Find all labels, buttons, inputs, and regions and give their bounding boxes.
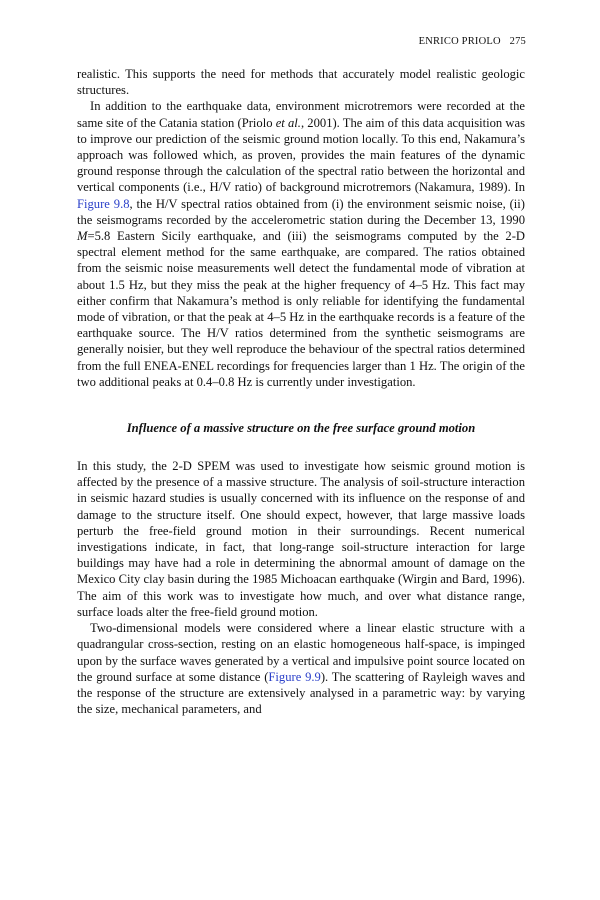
paragraph-2-text-a: In addition to the earthquake data, environment microtremors were recorded at the same site of the Catania station (Priolo — [77, 99, 525, 130]
paragraph-2 — [77, 98, 525, 390]
page-body — [77, 66, 525, 717]
paragraph-3: In this study, the 2-D SPEM was used to investigate how seismic ground motion is affected by the presence of a massive structure. The analysis of soil-structure interaction in seismic hazard studies is usually concerned with its influence on the response of and damage to the structure itself. One should expect, however, that large massive loads perturb the free-field ground motion in their surroundings. Recent numerical investigations indicate, in fact, that long-range soil-structure interaction for large buildings may have had a role in determining the abnormal amount of damage on the Mexico City clay basin during the 1985 Michoacan earthquake (Wirgin and Bard, 1996). The aim of this work was to investigate how much, and over what distance range, surface loads alter the free-field ground motion. — [77, 459, 525, 619]
running-header — [419, 36, 526, 47]
paragraph-2-text-c: , the H/V spectral ratios obtained from (i) the environment seismic noise, (ii) the seismograms recorded by the accelerometric station during the December 13, 1990 — [77, 196, 525, 227]
running-head-title: ENRICO PRIOLO — [418, 36, 501, 47]
section-title: Influence of a massive structure on the free surface ground motion — [126, 421, 476, 436]
paragraph-1: realistic. This supports the need for methods that accurately model realistic geologic structures. — [77, 67, 525, 98]
paragraph-4-text-a: Two-dimensional models were considered where a linear elastic structure with a quadrangular cross-section, resting on an elastic homogeneous half-space, is impinged upon by the surface waves generated by a vertical and impulsive point source located on the ground surface at some distance ( — [77, 621, 525, 684]
figure-9-8-link[interactable]: Figure 9.8 — [77, 196, 130, 211]
page-number: 275 — [509, 36, 526, 47]
paragraph-4 — [77, 620, 525, 717]
paragraph-2-text-b: , 2001). The aim of this data acquisition was to improve our prediction of the seismic ground motion locally. To this end, Nakamura’s approach was followed which, as proven, provides the main features of the dynamic ground response through the calculation of the spectral ratio between the horizontal and vertical components (i.e., H/V ratio) of background microtremors (Nakamura, 1989). In — [77, 115, 526, 195]
et-al: et al. — [275, 115, 301, 130]
paragraph-2-text-d: =5.8 Eastern Sicily earthquake, and (iii) the seismograms computed by the 2-D spectral element method for the same earthquake, are compared. The ratios obtained from the seismic noise measurements well detect the fundamental mode of vibration at about 1.5 Hz, but they miss the peak at the higher frequency of 4–5 Hz. This fact may either confirm that Nakamura’s method is only reliable for identifying the fundamental mode of vibration, or that the peak at 4–5 Hz in the earthquake records is a feature of the earthquake source. The H/V ratios determined from the synthetic seismograms are generally noisier, but they well reproduce the behaviour of the spectral ratios determined from the full ENEA-ENEL recordings for frequencies larger than 1 Hz. The origin of the two additional peaks at 0.4–0.8 Hz is currently under investigation. — [77, 229, 525, 389]
paragraph-4-text-b: ). The scattering of Rayleigh waves and the response of the structure are extensively analysed in a parametric way: by varying the size, mechanical parameters, and — [77, 669, 525, 717]
magnitude-symbol: M — [77, 229, 88, 244]
figure-9-9-link[interactable]: Figure 9.9 — [268, 669, 321, 684]
